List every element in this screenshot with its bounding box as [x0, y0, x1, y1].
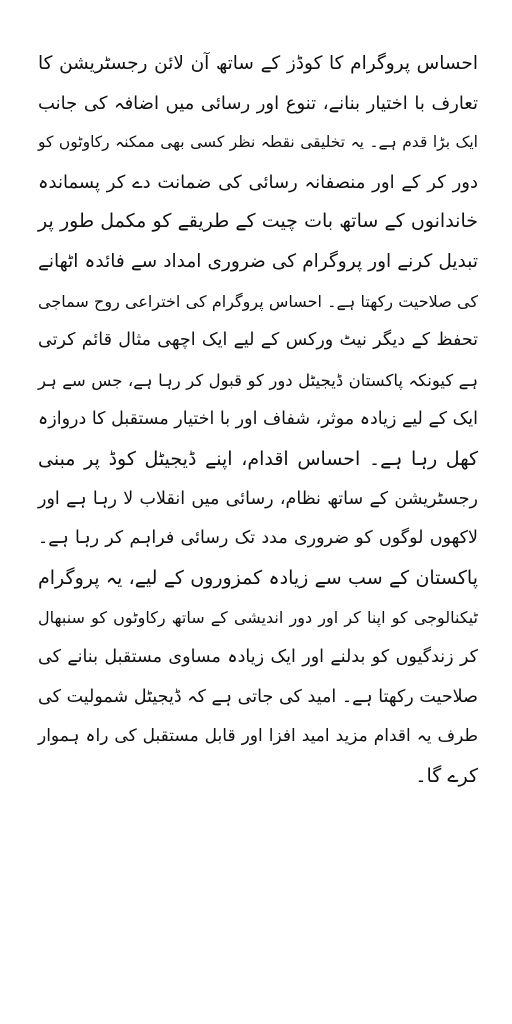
text-line: لاکھوں لوگوں کو ضروری مدد تک رسائی فراہم کر رہا ہے۔	[38, 528, 478, 549]
text-line: تعارف با اختیار بنانے، تنوع اور رسائی میں اضافہ کی جانب	[38, 92, 478, 114]
text-line: ایک بڑا قدم ہے۔ یہ تخلیقی نقطہ نظر کسی بھی ممکنہ رکاوٹوں کو	[38, 133, 478, 152]
text-line: پاکستان کے سب سے زیادہ کمزوروں کے لیے، یہ پروگرام	[38, 566, 478, 589]
text-line: رجسٹریشن کے ساتھ نظام، رسائی میں انقلاب لا رہا ہے اور	[38, 488, 478, 509]
text-line: تحفظ کے دیگر نیٹ ورکس کے لیے ایک اچھی مثال قائم کرتی	[38, 330, 478, 351]
text-line: صلاحیت رکھتا ہے۔ امید کی جاتی ہے کہ ڈیجیٹل شمولیت کی	[38, 686, 478, 707]
text-line-last: کرے گا۔	[415, 764, 478, 787]
text-line: ٹیکنالوجی کو اپنا کر اور دور اندیشی کے ساتھ رکاوٹوں کو سنبھال	[38, 608, 478, 628]
text-line: ایک کے لیے زیادہ موثر، شفاف اور با اختیار مستقبل کا دروازہ	[38, 409, 478, 430]
text-line: تبدیل کرنے اور پروگرام کی ضروری امداد سے فائدہ اٹھانے	[38, 250, 478, 272]
text-line: دور کر کے اور منصفانہ رسائی کی ضمانت دے کر پسماندہ	[38, 171, 478, 193]
article-body	[38, 44, 478, 796]
text-line: ہے کیونکہ پاکستان ڈیجیٹل دور کو قبول کر رہا ہے، جس سے ہر	[38, 370, 478, 390]
text-line: کھل رہا ہے۔ احساس اقدام، اپنے ڈیجیٹل کوڈ پر مبنی	[38, 447, 478, 470]
text-line: احساس پروگرام کا کوڈز کے ساتھ آن لائن رجسٹریشن کا	[38, 53, 478, 74]
text-line: خاندانوں کے ساتھ بات چیت کے طریقے کو مکمل طور پر	[38, 210, 478, 233]
text-line: کی صلاحیت رکھتا ہے۔ احساس پروگرام کی اختراعی روح سماجی	[38, 291, 478, 311]
text-line: طرف یہ اقدام مزید امید افزا اور قابل مستقبل کی راہ ہموار	[38, 726, 478, 747]
text-line: کر زندگیوں کو بدلنے اور ایک زیادہ مساوی مستقبل بنانے کی	[38, 646, 478, 667]
